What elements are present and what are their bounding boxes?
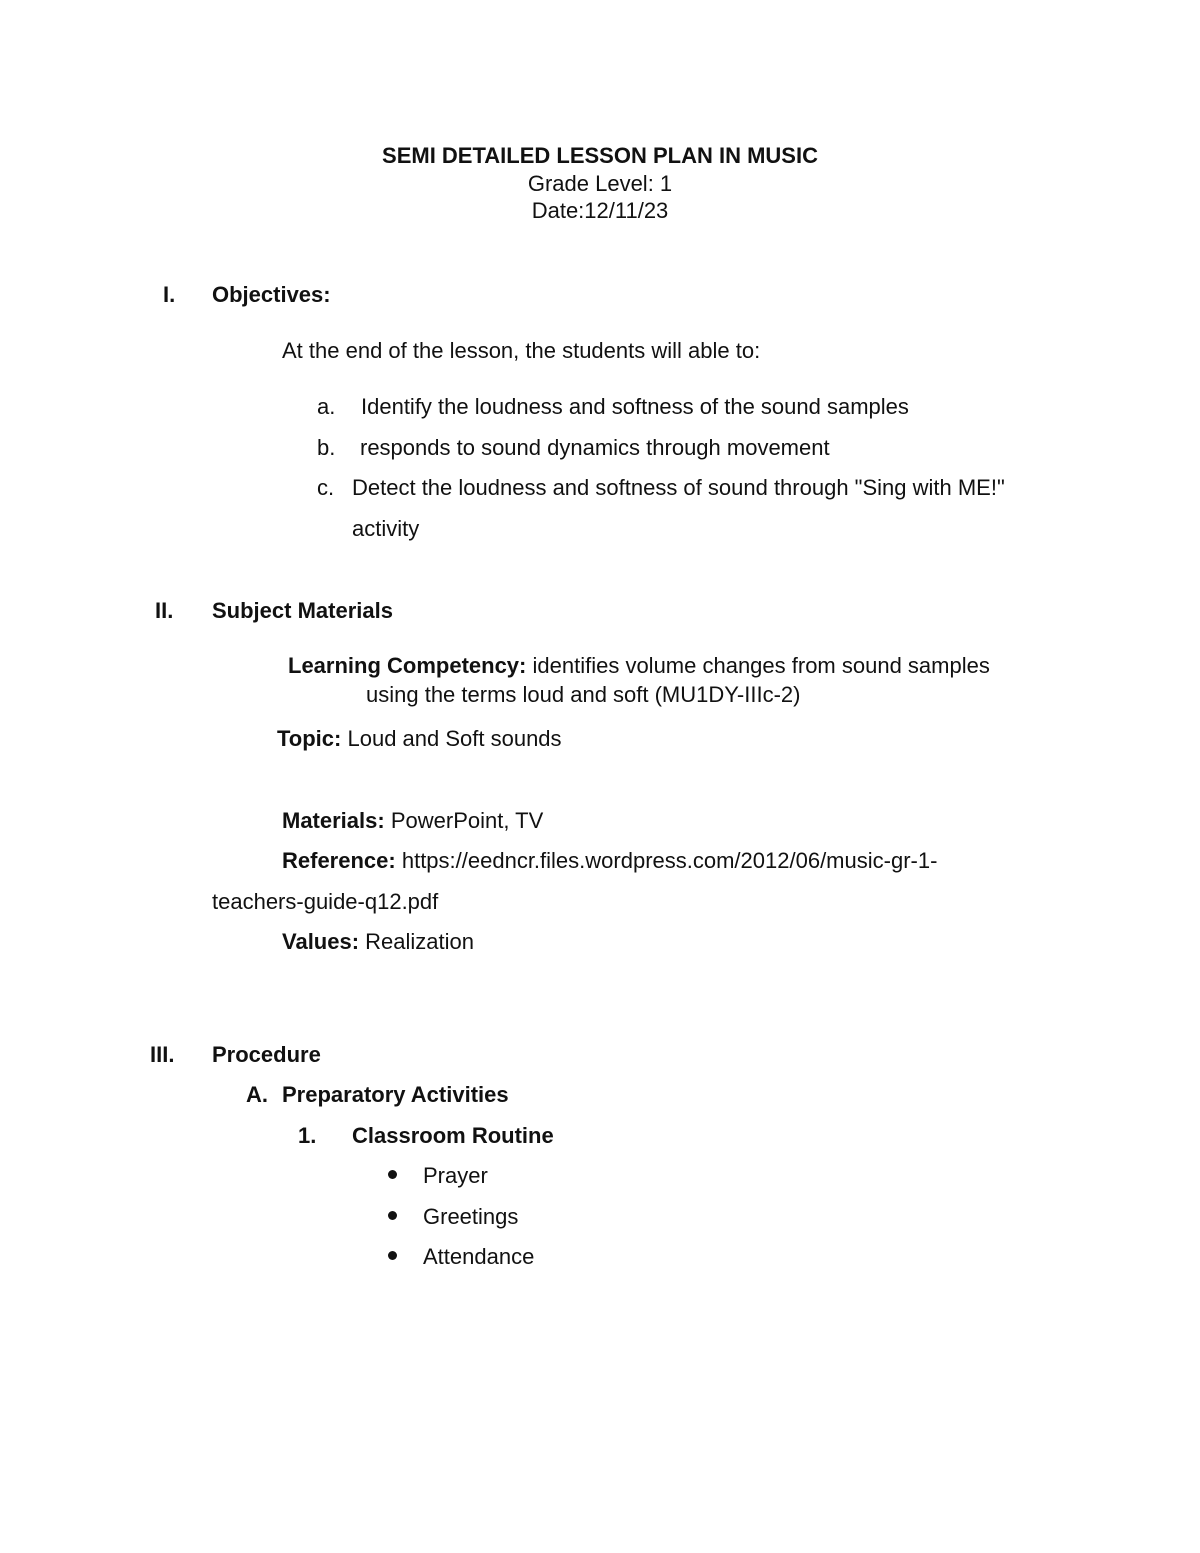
- objective-b-text: responds to sound dynamics through movement: [360, 435, 830, 460]
- reference: [282, 848, 937, 874]
- objective-c-text-cont: activity: [352, 516, 420, 541]
- objective-c-marker: c.: [317, 475, 335, 500]
- learning-competency: [288, 653, 990, 679]
- materials-label: Materials:: [282, 808, 385, 833]
- routine-item: Attendance: [423, 1244, 535, 1269]
- competency-text: identifies volume changes from sound samples: [532, 653, 990, 678]
- date: Date:12/11/23: [531, 198, 669, 223]
- section-1-numeral: I.: [163, 282, 176, 307]
- objective-a-text: Identify the loudness and softness of the sound samples: [361, 394, 909, 419]
- subsection-a-marker: A.: [246, 1082, 268, 1107]
- bullet-icon: [388, 1170, 397, 1179]
- section-3-heading: Procedure: [212, 1042, 321, 1067]
- topic-label: Topic:: [277, 726, 342, 751]
- materials: [282, 808, 543, 834]
- objective-c-text: Detect the loudness and softness of sound through "Sing with ME!": [352, 475, 1005, 500]
- grade-level: Grade Level: 1: [527, 171, 673, 196]
- objectives-intro: At the end of the lesson, the students will able to:: [282, 338, 761, 363]
- reference-label: Reference:: [282, 848, 396, 873]
- objective-a-marker: a.: [317, 394, 336, 419]
- routine-item: Prayer: [423, 1163, 488, 1188]
- topic: [277, 726, 562, 752]
- section-2-heading: Subject Materials: [212, 598, 393, 623]
- values: [282, 929, 474, 955]
- section-3-numeral: III.: [150, 1042, 175, 1067]
- objective-b-marker: b.: [317, 435, 336, 460]
- page-title: SEMI DETAILED LESSON PLAN IN MUSIC: [382, 143, 818, 168]
- item-1-heading: Classroom Routine: [352, 1123, 554, 1148]
- section-1-heading: Objectives:: [212, 282, 331, 307]
- competency-label: Learning Competency:: [288, 653, 527, 678]
- bullet-icon: [388, 1211, 397, 1220]
- reference-link: https://eedncr.files.wordpress.com/2012/06/music-gr-1-: [401, 848, 938, 873]
- routine-item: Greetings: [423, 1204, 519, 1229]
- topic-text: Loud and Soft sounds: [347, 726, 562, 751]
- reference-link-cont: teachers-guide-q12.pdf: [212, 889, 439, 914]
- bullet-icon: [388, 1251, 397, 1260]
- subsection-a-heading: Preparatory Activities: [282, 1082, 509, 1107]
- item-1-marker: 1.: [298, 1123, 317, 1148]
- values-label: Values:: [282, 929, 360, 954]
- section-2-numeral: II.: [155, 598, 174, 623]
- competency-text-cont: using the terms loud and soft (MU1DY-IIIc-2): [366, 682, 801, 707]
- materials-text: PowerPoint, TV: [390, 808, 544, 833]
- values-text: Realization: [365, 929, 475, 954]
